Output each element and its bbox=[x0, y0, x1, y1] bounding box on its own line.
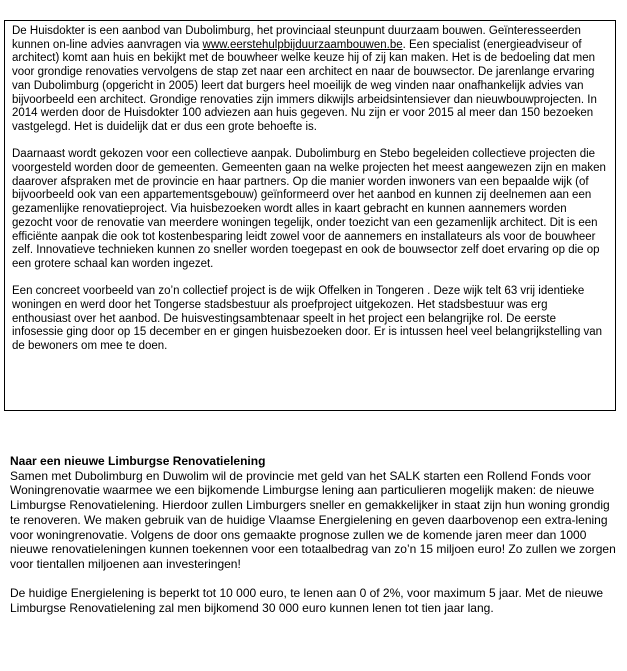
box-paragraph-huisdokter-text-start: De Huisdokter is een aanbod van Dubolimburg, het provinciaal steunpunt duurzaam bouwen. Geïnteresseerden kunnen on-line advies aanvragen via bbox=[12, 25, 581, 51]
section-heading: Naar een nieuwe Limburgse Renovatielening bbox=[10, 454, 266, 468]
section-paragraph-energy-loan: De huidige Energielening is beperkt tot 10 000 euro, te lenen aan 0 of 2%, voor maximum 5 jaar. Met de nieuwe Limburgse Renovatielening zal men bijkomend 30 000 euro kunnen lenen tot tien jaar lang. bbox=[10, 586, 604, 616]
box-paragraph-huisdokter-text-end: . Een specialist (energieadviseur of architect) komt aan huis en bekijkt met de bouwheer welke keuze hij of zij kan maken. Het is de bedoeling dat men voor grondige renovaties vervolgens de stap zet naar een architect en naar de bouwsector. De jarenlange ervaring van Dubolimburg (opgericht in 2005) leert dat burgers heel moeilijk de weg vinden naar onafhankelijk advies van bijvoorbeeld een architect. Grondige renovaties zijn immers dikwijls arbeidsintensiever dan nieuwbouwprojecten. In 2014 werden door de Huisdokter 100 adviezen aan huis gegeven. Nu zijn er voor 2015 al meer dan 150 bezoeken vastgelegd. Het is duidelijk dat er dus een grote behoefte is. bbox=[12, 38, 597, 133]
renovation-loan-section bbox=[10, 454, 618, 630]
box-paragraph-collective-approach: Daarnaast wordt gekozen voor een collectieve aanpak. Dubolimburg en Stebo begeleiden collectieve projecten die voorgesteld worden door de gemeenten. Gemeenten gaan na welke projecten het meest aangewezen zijn en maken daarover afspraken met de provincie en haar partners. Op die manier worden inwoners van een bepaalde wijk (of bijvoorbeeld ook van een appartementsgebouw) geïnformeerd over het aanbod en kunnen zij deelnemen aan een gezamenlijke renovatieproject. Via huisbezoeken wordt alles in kaart gebracht en kunnen aannemers worden gezocht voor de renovatie van meerdere woningen tegelijk, onder toezicht van een gezamenlijk architect. Dit is een efficiënte aanpak die ook tot kostenbesparing leidt zowel voor de aannemers en installateurs als voor de bouwheer zelf. Innovatieve technieken kunnen zo sneller worden toegepast en ook de bouwsector zelf doet ervaring op die op een grotere schaal kan worden ingezet. bbox=[12, 148, 606, 270]
box-paragraph-offelken-example: Een concreet voorbeeld van zo’n collectief project is de wijk Offelken in Tongeren . Deze wijk telt 63 vrij identieke woningen en werd door het Tongerse stadsbestuur als proefproject uitgekozen. Het stadsbestuur was erg enthousiast over het aanbod. De huisvestingsambtenaar speelt in het project een belangrijke rol. De eerste infosessie ging door op 15 december en er gingen huisbezoeken door. Er is intussen heel veel belangrijkstelling van de bewoners om mee te doen. bbox=[12, 285, 603, 353]
box-paragraph-huisdokter bbox=[12, 25, 609, 135]
advice-website-link[interactable]: www.eerstehulpbijduurzaambouwen.be bbox=[202, 38, 403, 51]
section-paragraph-rolling-fund: Samen met Dubolimburg en Duwolim wil de provincie met geld van het SALK starten een Rollend Fonds voor Woningrenovatie waarmee we een bijkomende Limburgse lening aan particulieren mogelijk maken: de nieuwe Limburgse Renovatielening. Hierdoor zullen Limburgers sneller en gemakkelijker in staat zijn hun woning grondig te renoveren. We maken gebruik van de huidige Vlaamse Energielening en geven daarbovenop een extra-lening voor woningrenovatie. Volgens de door ons gemaakte prognose zullen we de komende jaren meer dan 1000 nieuwe renovatieleningen kunnen toekennen voor een totaalbedrag van zo’n 15 miljoen euro! Zo zullen we zorgen voor tientallen miljoenen aan investeringen! bbox=[10, 468, 616, 571]
bordered-text-box bbox=[4, 20, 616, 411]
